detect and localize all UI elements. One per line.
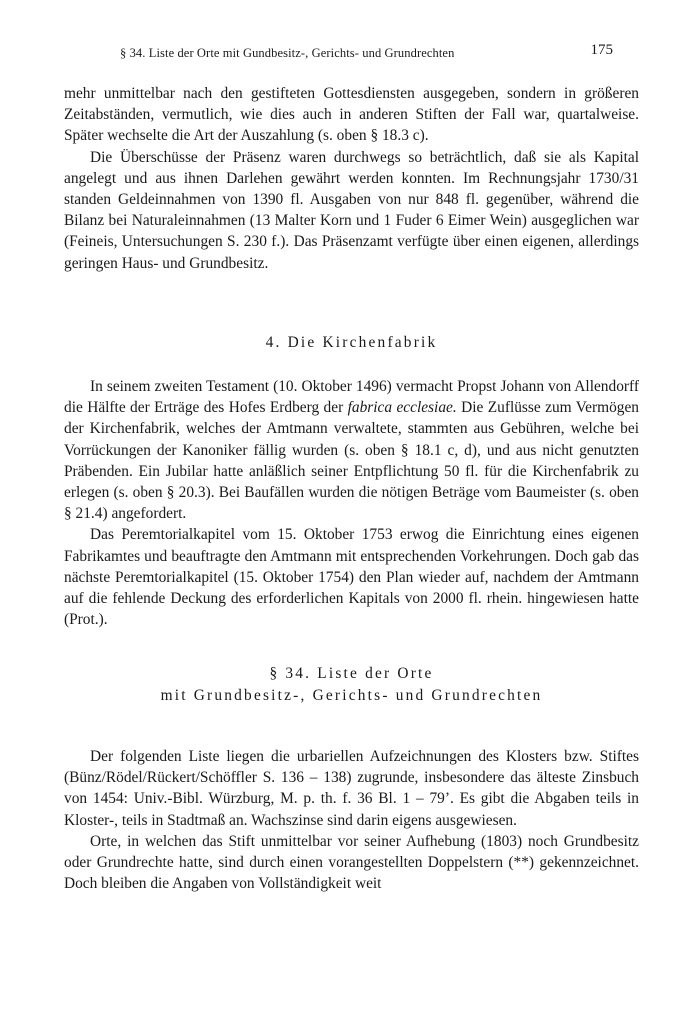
running-title: § 34. Liste der Orte mit Gundbesitz-, Gerichts- und Grundrechten (120, 46, 455, 60)
paragraph: Der folgenden Liste liegen die urbariellen Aufzeichnungen des Klosters bzw. Stiftes (Bünz/Rödel/Rückert/Schöffler S. 136 – 138) zugrunde, insbesondere das älteste Zinsbuch von 1454: Univ.-Bibl. Würzburg, M. p. th. f. 36 Bl. 1 – 79’. Es gibt die Abgaben teils in Kloster-, teils in Stadtmaß an. Wachszinse sind darin eigens ausgewiesen. (64, 748, 639, 829)
paragraph: Die Überschüsse der Präsenz waren durchwegs so beträchtlich, daß sie als Kapital angelegt und aus ihnen Darlehen gewährt werden konnten. Im Rechnungsjahr 1730/31 standen Geldeinnahmen von 1390 fl. Ausgaben von nur 848 fl. gegenüber, während die Bilanz bei Naturaleinnahmen (13 Malter Korn und 1 Fuder 6 Eimer Wein) ausgeglichen war (Feineis, Untersuchungen S. 230 f.). Das Präsenzamt verfügte über einen eigenen, allerdings geringen Haus- und Grundbesitz. (64, 148, 639, 272)
section-heading-kirchenfabrik: 4. Die Kirchenfabrik (265, 334, 438, 351)
italic-term: fabrica ecclesiae. (347, 399, 457, 417)
paragraph: mehr unmittelbar nach den gestifteten Gottesdiensten ausgegeben, sondern in größeren Zeitabständen, vermutlich, wie dies auch in anderen Stiften der Fall war, quartalweise. Später wechselte die Art der Auszahlung (s. oben § 18.3 c). (64, 85, 639, 145)
text-run: In seinem zweiten Testament (10. Oktober 1496) vermacht Propst Johann von Allendorff die Hälfte der Erträge des Hofes Erdberg der (64, 378, 639, 417)
text-block-liste (64, 746, 639, 894)
text-block-presenz (64, 83, 639, 274)
heading-line: mit Grundbesitz-, Gerichts- und Grundrechten (160, 687, 543, 704)
paragraph: Orte, in welchen das Stift unmittelbar vor seiner Aufhebung (1803) noch Grundbesitz oder Grundrechte hatte, sind durch einen vorangestellten Doppelstern (**) gekennzeichnet. Doch bleiben die Angaben von Vollständigkeit weit (64, 832, 639, 893)
heading-line: § 34. Liste der Orte (269, 665, 434, 682)
text-block-kirchenfabrik (64, 376, 639, 630)
paragraph: Das Peremtorialkapitel vom 15. Oktober 1753 erwog die Einrichtung eines eigenen Fabrikamtes und beauftragte den Amtmann mit entsprechenden Vorkehrungen. Doch gab das nächste Peremtorialkapitel (15. Oktober 1754) den Plan wieder auf, nachdem der Amtmann auf die fehlende Deckung des erforderlichen Kapitals von 2000 fl. rhein. hingewiesen hatte (Prot.). (64, 526, 639, 629)
text-run: Die Zuflüsse zum Vermögen der Kirchenfabrik, welches der Amtmann verwaltete, stammten aus Gebühren, welche bei Vorrückungen der Kanoniker fällig wurden (s. oben § 18.1 c, d), und aus nicht genutzten Präbenden. Ein Jubilar hatte anläßlich seiner Entpflichtung 50 fl. für die Kirchenfabrik zu erlegen (s. oben § 20.3). Bei Baufällen wurden die nötigen Beträge vom Baumeister (s. oben § 21.4) angefordert. (64, 399, 639, 523)
section-heading-liste (64, 663, 639, 707)
page-number: 175 (590, 42, 613, 58)
paragraph (64, 376, 639, 524)
running-head (88, 42, 613, 64)
